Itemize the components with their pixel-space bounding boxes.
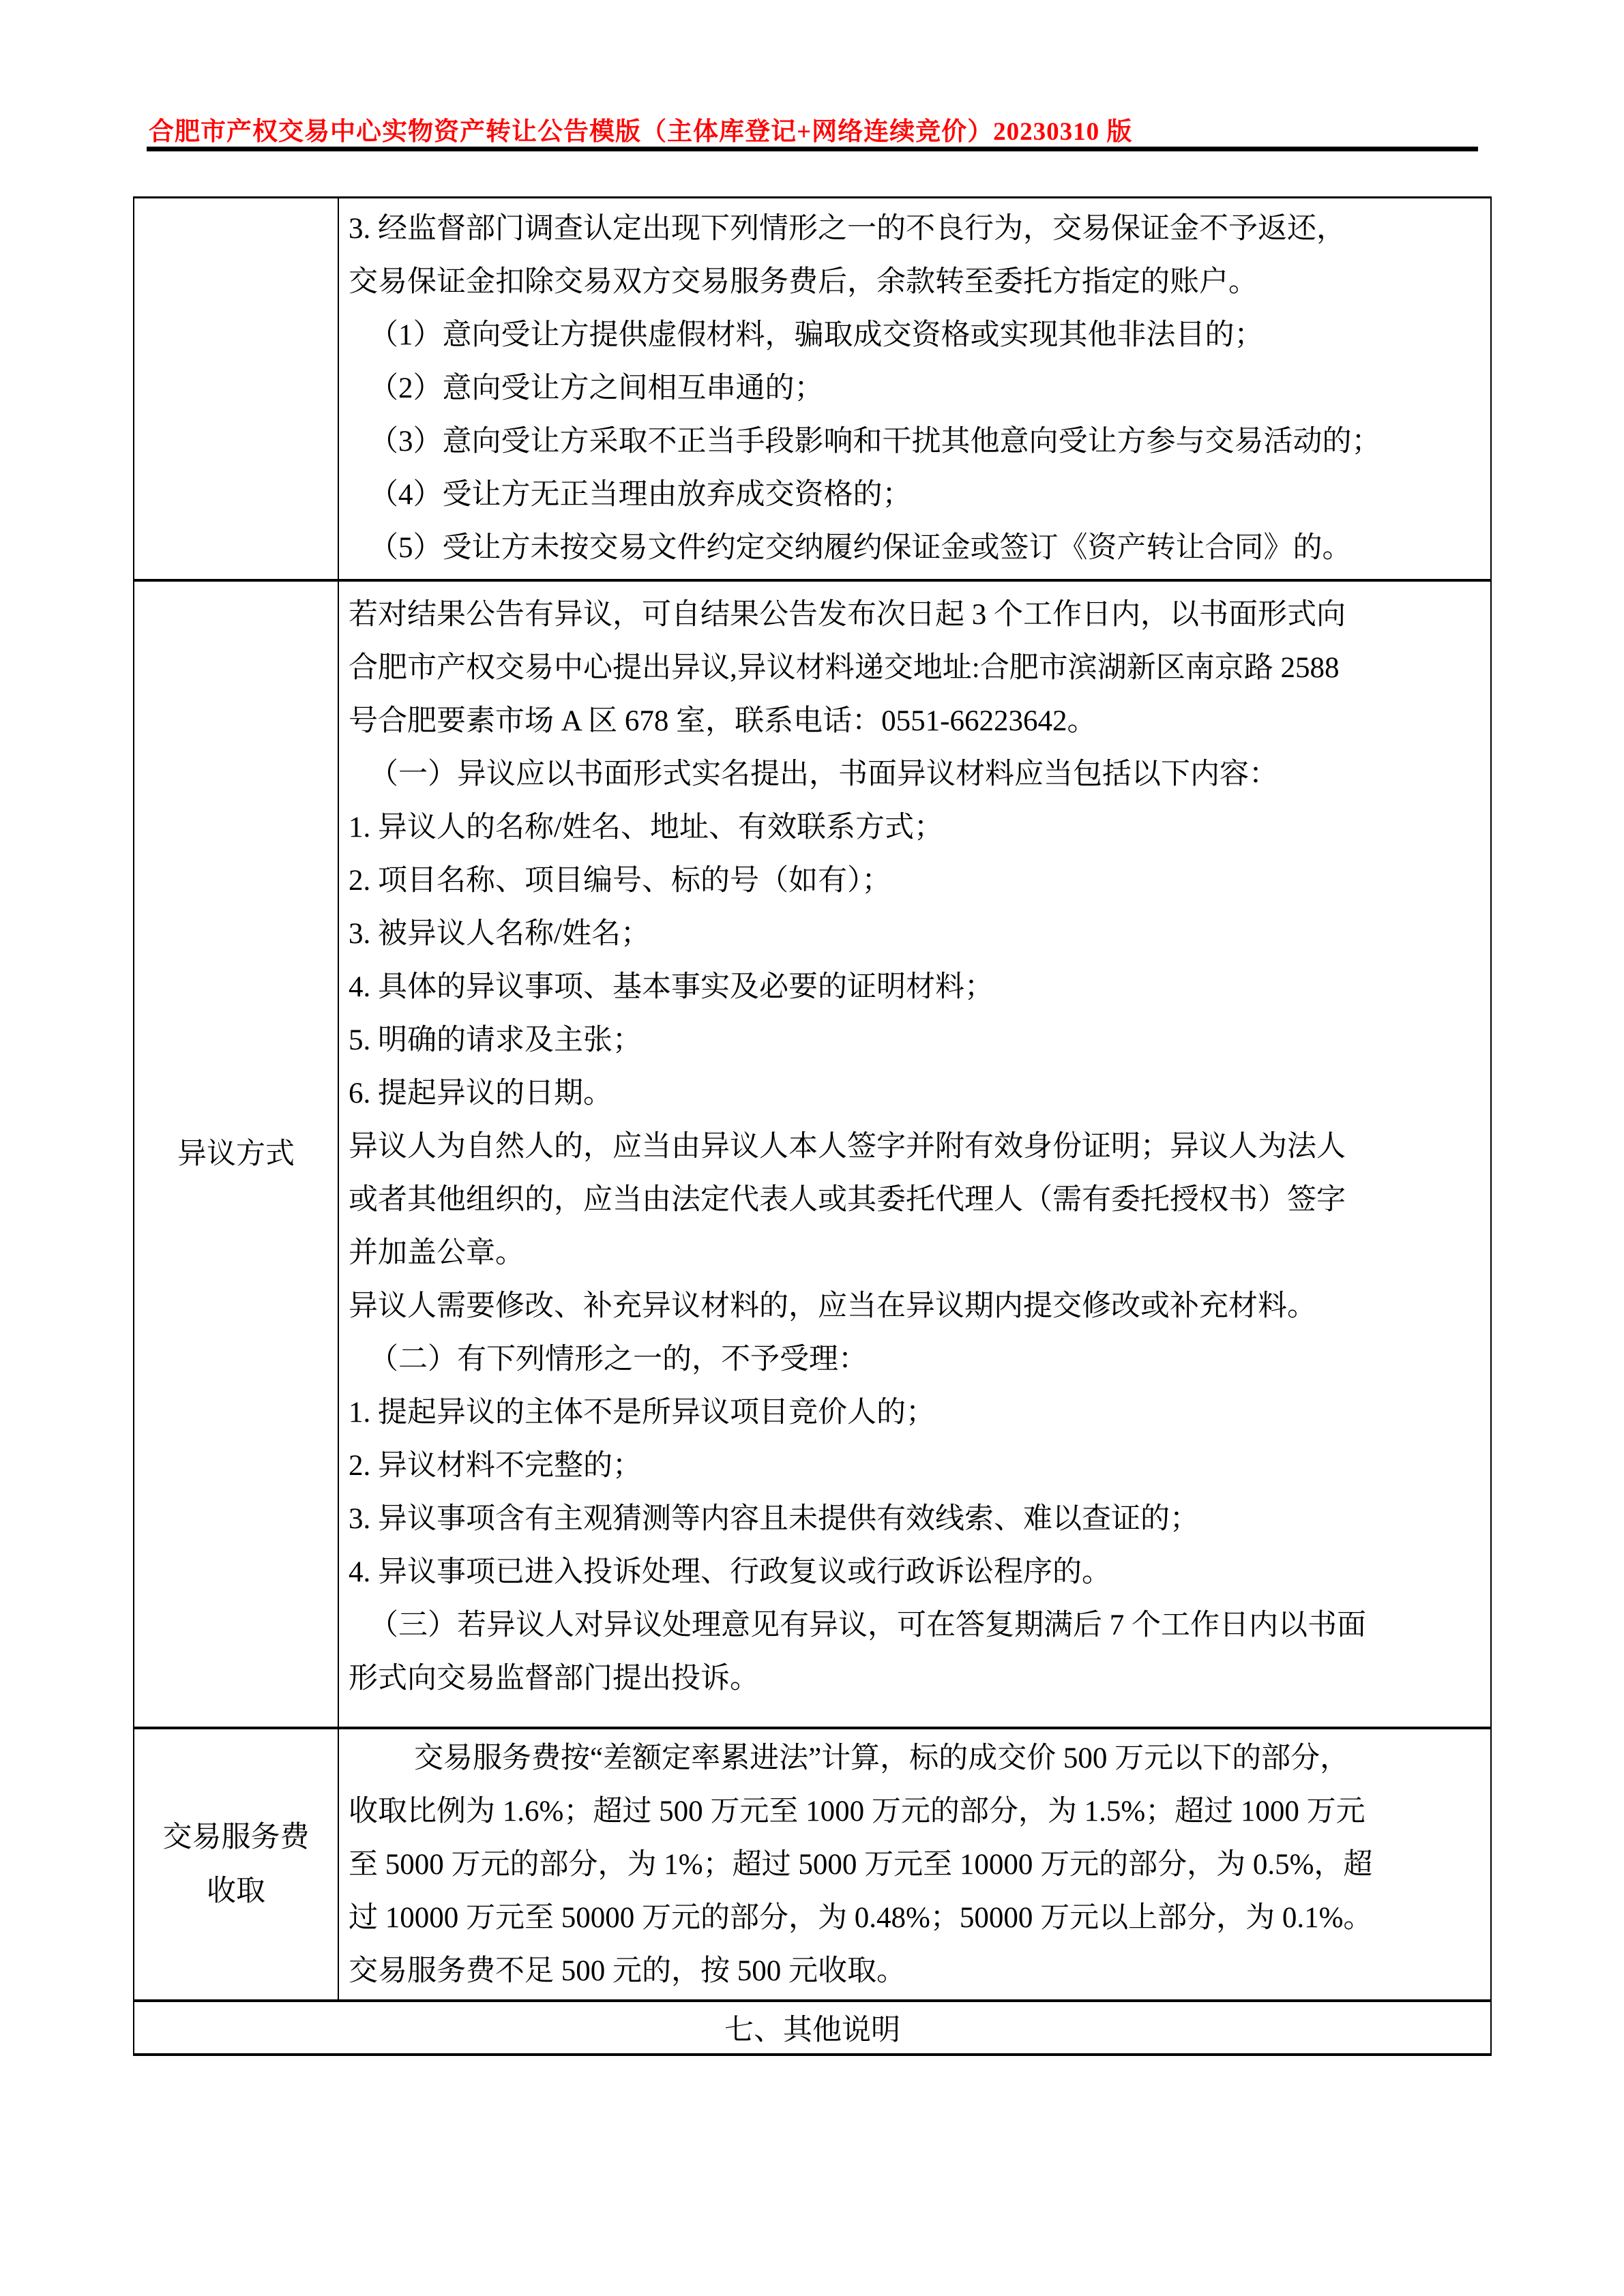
row-label-text: 交易服务费	[162, 1821, 310, 1853]
text-line: 4. 具体的异议事项、基本事实及必要的证明材料；	[349, 971, 994, 1003]
text-line: 2. 异议材料不完整的；	[349, 1450, 642, 1482]
text-line: 至 5000 万元的部分，为 1%；超过 5000 万元至 10000 万元的部分，为 0.5%，超	[349, 1849, 1373, 1881]
text-line: 交易保证金扣除交易双方交易服务费后，余款转至委托方指定的账户。	[349, 266, 1258, 298]
table-row-service-fee	[134, 1729, 1490, 2002]
text-line: 5. 明确的请求及主张；	[349, 1024, 642, 1056]
text-line: 收取比例为 1.6%；超过 500 万元至 1000 万元的部分，为 1.5%；超过 1000 万元	[349, 1795, 1365, 1828]
title-underline	[147, 147, 1478, 151]
text-line: 1. 异议人的名称/姓名、地址、有效联系方式；	[349, 811, 943, 844]
table-row-deposit-terms	[134, 198, 1490, 582]
text-line: （5）受让方未按交易文件约定交纳履约保证金或签订《资产转让合同》的。	[369, 532, 1352, 564]
text-line: 交易服务费不足 500 元的，按 500 元收取。	[349, 1955, 906, 1987]
text-line: （一）异议应以书面形式实名提出，书面异议材料应当包括以下内容：	[369, 758, 1278, 790]
row-label-cell	[134, 582, 339, 1727]
text-line: 3. 异议事项含有主观猜测等内容且未提供有效线索、难以查证的；	[349, 1503, 1199, 1535]
text-line: 形式向交易监督部门提出投诉。	[349, 1663, 759, 1695]
text-line: （二）有下列情形之一的，不予受理：	[369, 1343, 868, 1375]
text-line: 4. 异议事项已进入投诉处理、行政复议或行政诉讼程序的。	[349, 1556, 1111, 1588]
text-line: 异议人为自然人的，应当由异议人本人签字并附有效身份证明；异议人为法人	[349, 1131, 1346, 1163]
row-label-text: 收取	[207, 1875, 265, 1907]
section-header-other-notes: 七、其他说明	[724, 2014, 900, 2046]
text-line: （1）意向受让方提供虚假材料，骗取成交资格或实现其他非法目的；	[369, 319, 1264, 351]
document-title: 合肥市产权交易中心实物资产转让公告模版（主体库登记+网络连续竞价）20230310 版	[149, 118, 1133, 146]
text-line: 或者其他组织的，应当由法定代表人或其委托代理人（需有委托授权书）签字	[349, 1184, 1346, 1216]
row-label-text: 异议方式	[177, 1138, 295, 1170]
row-content-cell	[339, 582, 1490, 1727]
text-line: 合肥市产权交易中心提出异议,异议材料递交地址:合肥市滨湖新区南京路 2588	[349, 652, 1340, 684]
row-content-cell	[339, 1729, 1490, 1999]
row-label-cell	[134, 198, 339, 579]
row-label-cell	[134, 1729, 339, 1999]
announcement-table	[133, 196, 1492, 2056]
text-line: 1. 提起异议的主体不是所异议项目竞价人的；	[349, 1397, 935, 1429]
text-line: 3. 经监督部门调查认定出现下列情形之一的不良行为，交易保证金不予返还，	[349, 213, 1346, 245]
table-row-objection-method	[134, 582, 1490, 1729]
row-content-cell	[339, 198, 1490, 579]
text-line: 过 10000 万元至 50000 万元的部分，为 0.48%；50000 万元以上部分，为 0.1%。	[349, 1902, 1373, 1934]
text-line: （2）意向受让方之间相互串通的；	[369, 372, 824, 404]
text-line: （4）受让方无正当理由放弃成交资格的；	[369, 479, 912, 511]
text-line: 异议人需要修改、补充异议材料的，应当在异议期内提交修改或补充材料。	[349, 1290, 1316, 1322]
text-line: 6. 提起异议的日期。	[349, 1077, 612, 1109]
text-line: 3. 被异议人名称/姓名；	[349, 918, 650, 950]
text-line: 号合肥要素市场 A 区 678 室，联系电话：0551-66223642。	[349, 705, 1097, 737]
text-line: （3）意向受让方采取不正当手段影响和干扰其他意向受让方参与交易活动的；	[369, 426, 1381, 458]
text-line: 若对结果公告有异议，可自结果公告发布次日起 3 个工作日内，以书面形式向	[349, 599, 1346, 631]
text-line: 交易服务费按“差额定率累进法”计算，标的成交价 500 万元以下的部分，	[414, 1742, 1350, 1774]
text-line: （三）若异议人对异议处理意见有异议，可在答复期满后 7 个工作日内以书面	[369, 1609, 1366, 1641]
text-line: 2. 项目名称、项目编号、标的号（如有）；	[349, 865, 891, 897]
text-line: 并加盖公章。	[349, 1237, 525, 1269]
